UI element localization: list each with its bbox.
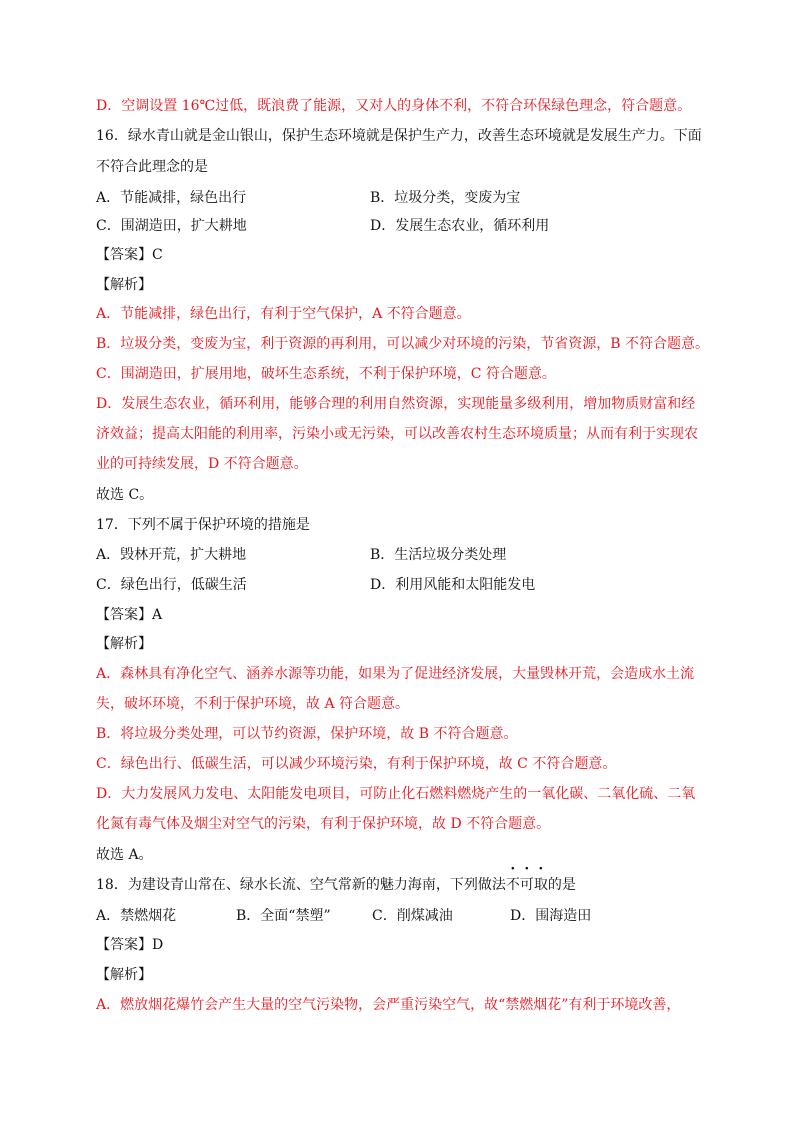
q17-analysis-a1: A．森林具有净化空气、涵养水源等功能，如果为了促进经济发展，大量毁林开荒，会造成水土流 <box>96 666 695 682</box>
q16-analysis-a: A．节能减排，绿色出行，有利于空气保护，A 不符合题意。 <box>96 306 471 322</box>
q17-analysis-c: C．绿色出行、低碳生活，可以减少环境污染，有利于保护环境，故 C 不符合题意。 <box>96 756 617 772</box>
q16-analysis-d3: 业的可持续发展，D 不符合题意。 <box>96 456 308 472</box>
q18-stem-pre: 18．为建设青山常在、绿水长流、空气常新的魅力海南，下列做法 <box>96 877 506 893</box>
q16-option-a: A．节能减排，绿色出行 <box>96 190 247 206</box>
q15-analysis-d: D．空调设置 16℃过低，既浪费了能源，又对人的身体不利，不符合环保绿色理念，符合题意。 <box>96 98 692 114</box>
q17-option-a: A．毁林开荒，扩大耕地 <box>96 547 247 563</box>
q17-analysis-d1: D．大力发展风力发电、太阳能发电项目，可防止化石燃料燃烧产生的一氧化碳、二氧化硫、二氧 <box>96 786 696 802</box>
q18-stem-emph-2: 可 <box>519 877 534 893</box>
q16-stem-line2: 不符合此理念的是 <box>96 159 208 175</box>
q17-stem: 17．下列不属于保护环境的措施是 <box>96 517 310 533</box>
q17-answer: 【答案】A <box>96 607 163 623</box>
q16-option-b: B．垃圾分类，变废为宝 <box>370 190 521 206</box>
q16-conclusion: 故选 C。 <box>96 487 154 503</box>
q18-answer: 【答案】D <box>96 937 164 953</box>
q16-analysis-d1: D．发展生态农业，循环利用，能够合理的利用自然资源，实现能量多级利用，增加物质财富和经 <box>96 396 696 412</box>
q17-analysis-d2: 化氮有毒气体及烟尘对空气的污染，有利于保护环境，故 D 不符合题意。 <box>96 816 551 832</box>
q18-option-c: C．削煤减油 <box>372 908 453 924</box>
q16-stem-line1: 16．绿水青山就是金山银山，保护生态环境就是保护生产力，改善生态环境就是发展生产力。下面 <box>96 128 702 144</box>
q16-analysis-d2: 济效益；提高太阳能的利用率，污染小或无污染，可以改善农村生态环境质量；从而有利于实现农 <box>96 426 698 442</box>
q18-stem-post: 的是 <box>547 877 576 893</box>
q17-option-c: C．绿色出行，低碳生活 <box>96 577 247 593</box>
q17-option-d: D．利用风能和太阳能发电 <box>370 577 536 593</box>
q18-option-a: A．禁燃烟花 <box>96 908 177 924</box>
q17-conclusion: 故选 A。 <box>96 847 153 863</box>
q18-stem-emph-3: 取 <box>533 877 548 893</box>
q16-option-c: C．围湖造田，扩大耕地 <box>96 218 247 234</box>
q17-analysis-a2: 失，破坏环境，不利于保护环境，故 A 符合题意。 <box>96 696 410 712</box>
q16-analysis-label: 【解析】 <box>96 277 152 293</box>
q16-option-d: D．发展生态农业，循环利用 <box>370 218 550 234</box>
q17-analysis-b: B．将垃圾分类处理，可以节约资源，保护环境，故 B 不符合题意。 <box>96 726 518 742</box>
q17-option-b: B．生活垃圾分类处理 <box>370 547 507 563</box>
q16-analysis-c: C．围湖造田，扩展用地，破坏生态系统，不利于保护环境，C 符合题意。 <box>96 366 556 382</box>
q18-analysis-label: 【解析】 <box>96 967 152 983</box>
q18-stem-emph-1: 不 <box>505 877 520 893</box>
q18-analysis-a: A．燃放烟花爆竹会产生大量的空气污染物，会严重污染空气，故“禁燃烟花”有利于环境改善， <box>96 997 681 1013</box>
q18-stem <box>96 875 576 895</box>
q17-analysis-label: 【解析】 <box>96 636 152 652</box>
q18-option-b: B．全面“禁塑” <box>236 908 331 924</box>
q18-option-d: D．围海造田 <box>510 908 592 924</box>
q16-answer: 【答案】C <box>96 247 163 263</box>
q16-analysis-b: B．垃圾分类，变废为宝，利于资源的再利用，可以减少对环境的污染，节省资源，B 不符合题意。 <box>96 336 710 352</box>
